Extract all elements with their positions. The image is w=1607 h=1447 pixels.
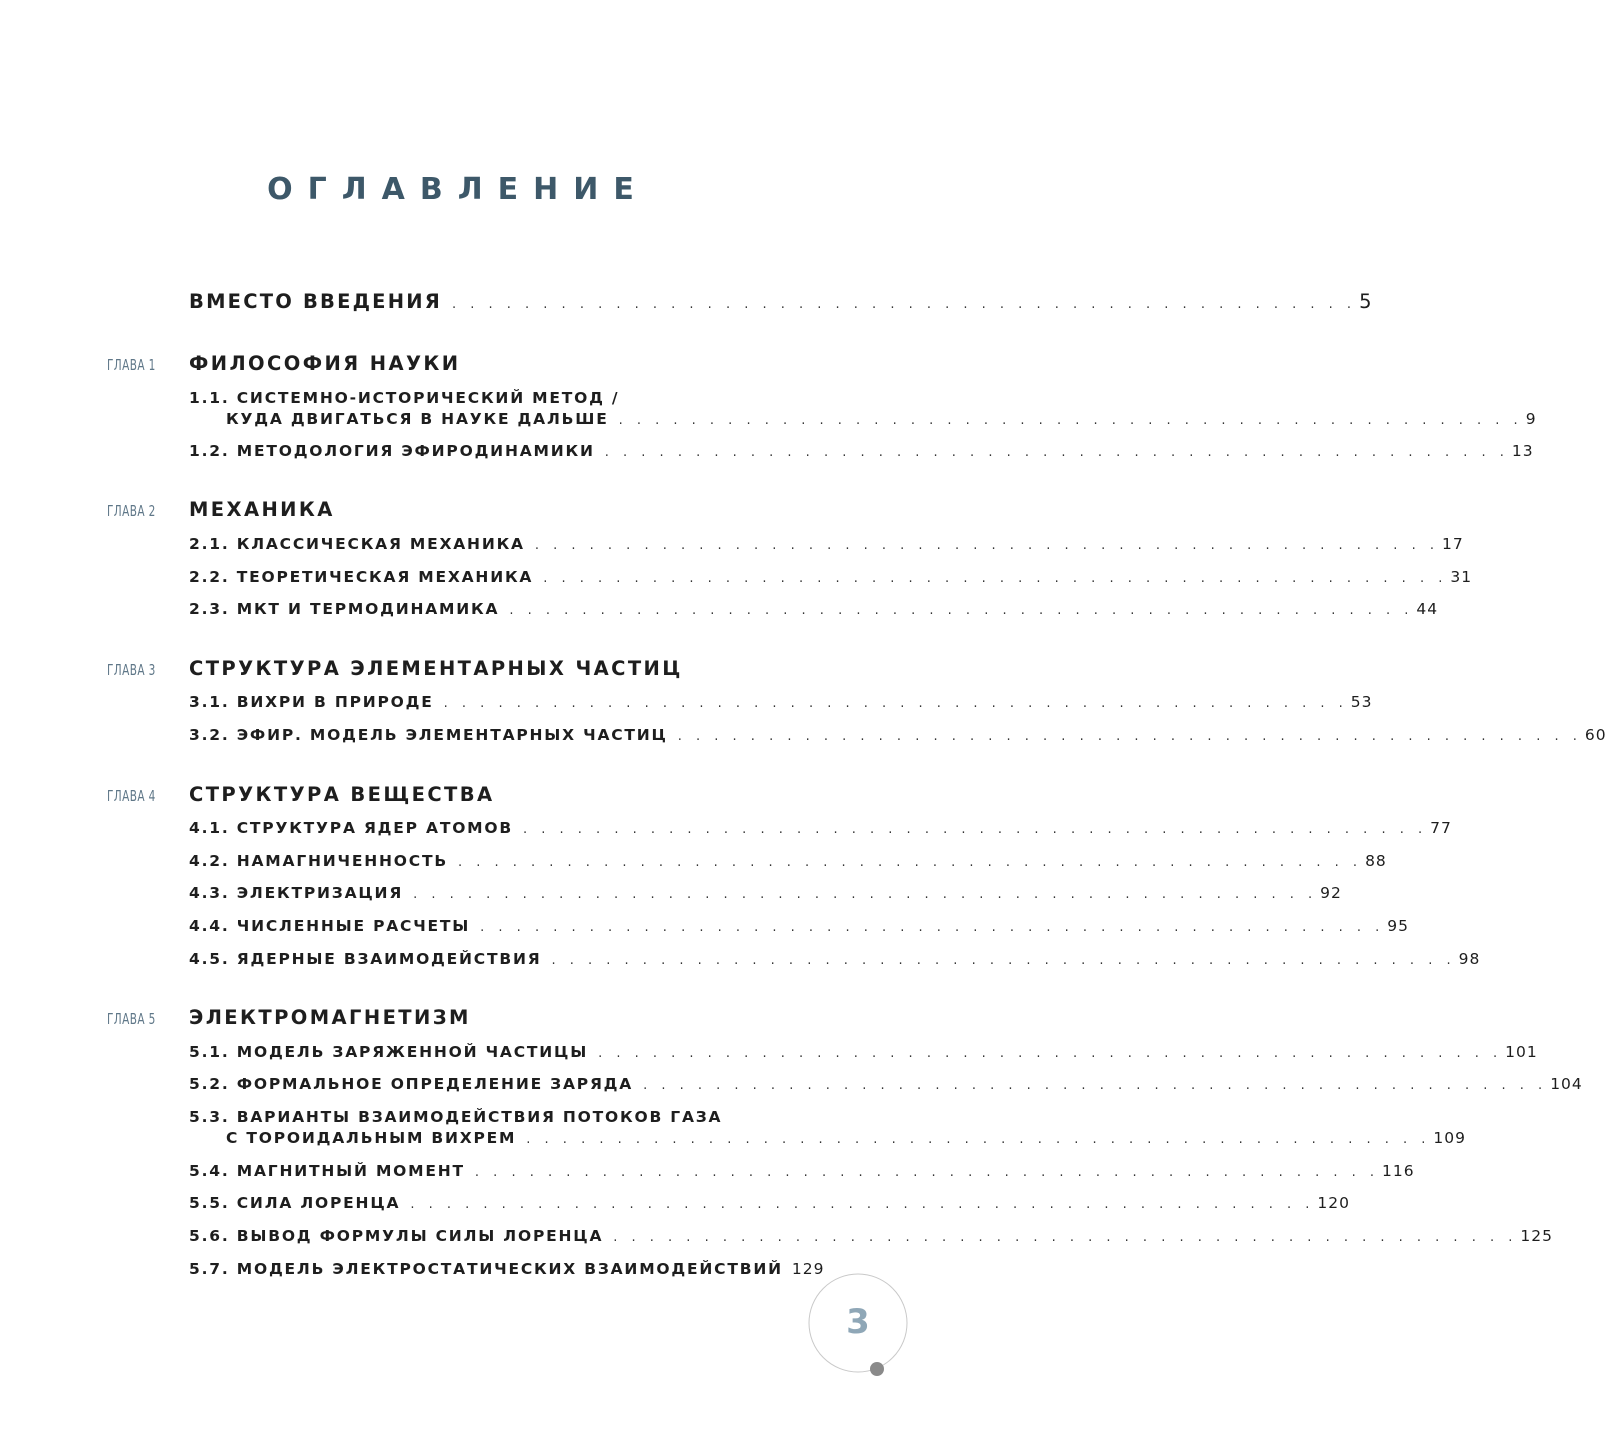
chapter-label: ГЛАВА 4 <box>107 787 156 805</box>
toc-entry-label: 5.6. ВЫВОД ФОРМУЛЫ СИЛЫ ЛОРЕНЦА <box>189 1227 604 1245</box>
chapter-heading-5[interactable] <box>107 1005 471 1032</box>
chapter-title: ЭЛЕКТРОМАГНЕТИЗМ <box>189 1006 471 1029</box>
chapter-label: ГЛАВА 1 <box>107 356 156 374</box>
toc-page-number: 98 <box>1458 950 1481 968</box>
toc-page-number: 88 <box>1365 852 1387 870</box>
toc-leader-dots: . . . . . . . . . . . . . . . . . . . . . . . . . . . . . . . . . . . . . . . . . . . . . . . . . . <box>643 1078 1548 1093</box>
toc-leader-dots: . . . . . . . . . . . . . . . . . . . . . . . . . . . . . . . . . . . . . . . . . . . . . . . . . . <box>526 1132 1431 1147</box>
chapter-heading-1[interactable] <box>107 351 461 378</box>
toc-leader-dots: . . . . . . . . . . . . . . . . . . . . . . . . . . . . . . . . . . . . . . . . . . . . . . . . . . <box>410 1197 1315 1212</box>
toc-leader-dots: . . . . . . . . . . . . . . . . . . . . . . . . . . . . . . . . . . . . . . . . . . . . . . . . . . <box>413 887 1318 902</box>
toc-entry-5-6[interactable] <box>189 1226 1553 1248</box>
chapter-title: СТРУКТУРА ВЕЩЕСТВА <box>189 783 495 806</box>
toc-entry-1-1[interactable] <box>226 409 1537 431</box>
toc-page-number: 120 <box>1317 1194 1351 1212</box>
toc-page-number: 9 <box>1525 410 1537 428</box>
toc-page-number: 129 <box>791 1260 825 1278</box>
chapter-heading-2[interactable] <box>107 497 335 524</box>
toc-entry-5-5[interactable] <box>189 1193 1351 1215</box>
toc-entry-5-2[interactable] <box>189 1074 1583 1096</box>
toc-page-number: 101 <box>1505 1043 1538 1061</box>
toc-entry-4-4[interactable] <box>189 916 1409 938</box>
toc-page-number: 77 <box>1430 819 1452 837</box>
toc-entry-label: 2.3. МКТ И ТЕРМОДИНАМИКА <box>189 600 500 618</box>
toc-page-number: 44 <box>1416 600 1439 618</box>
page-number: 3 <box>846 1302 870 1342</box>
toc-page-number: 13 <box>1511 442 1534 460</box>
toc-entry-label: 3.1. ВИХРИ В ПРИРОДЕ <box>189 693 434 711</box>
toc-leader-dots: . . . . . . . . . . . . . . . . . . . . . . . . . . . . . . . . . . . . . . . . . . . . . . . . . . <box>551 953 1456 968</box>
toc-leader-dots: . . . . . . . . . . . . . . . . . . . . . . . . . . . . . . . . . . . . . . . . . . . . . . . . . . <box>509 603 1414 618</box>
toc-entry-label: 4.5. ЯДЕРНЫЕ ВЗАИМОДЕЙСТВИЯ <box>189 950 542 968</box>
toc-entry-3-2[interactable] <box>189 725 1607 747</box>
toc-entry-label: 4.1. СТРУКТУРА ЯДЕР АТОМОВ <box>189 819 513 837</box>
toc-entry-label: 2.2. ТЕОРЕТИЧЕСКАЯ МЕХАНИКА <box>189 568 534 586</box>
toc-leader-dots: . . . . . . . . . . . . . . . . . . . . . . . . . . . . . . . . . . . . . . . . . . . . . . . . . . <box>543 571 1448 586</box>
toc-page-number: 5 <box>1359 290 1373 313</box>
toc-entry-line1[interactable]: 5.3. ВАРИАНТЫ ВЗАИМОДЕЙСТВИЯ ПОТОКОВ ГАЗА <box>189 1108 723 1126</box>
toc-entry-5-7[interactable] <box>189 1259 825 1279</box>
toc-leader-dots: . . . . . . . . . . . . . . . . . . . . . . . . . . . . . . . . . . . . . . . . . . . . . . . . . . <box>534 538 1439 553</box>
chapter-heading-3[interactable] <box>107 656 683 683</box>
toc-entry-label: 5.2. ФОРМАЛЬНОЕ ОПРЕДЕЛЕНИЕ ЗАРЯДА <box>189 1075 634 1093</box>
toc-leader-dots: . . . . . . . . . . . . . . . . . . . . . . . . . . . . . . . . . . . . . . . . . . . . . . . . . . <box>480 920 1385 935</box>
toc-leader-dots: . . . . . . . . . . . . . . . . . . . . . . . . . . . . . . . . . . . . . . . . . . . . . . . . . . <box>598 1046 1503 1061</box>
toc-entry-label: С ТОРОИДАЛЬНЫМ ВИХРЕМ <box>226 1129 517 1147</box>
toc-entry-4-5[interactable] <box>189 949 1481 971</box>
toc-page-number: 53 <box>1350 693 1373 711</box>
page-number-badge <box>808 1273 908 1373</box>
toc-leader-dots: . . . . . . . . . . . . . . . . . . . . . . . . . . . . . . . . . . . . . . . . . . . . . . . . . . <box>457 855 1363 870</box>
toc-leader-dots: . . . . . . . . . . . . . . . . . . . . . . . . . . . . . . . . . . . . . . . . . . . . . . . . . . <box>474 1165 1380 1180</box>
toc-entry-5-3[interactable] <box>226 1128 1466 1150</box>
toc-leader-dots: . . . . . . . . . . . . . . . . . . . . . . . . . . . . . . . . . . . . . . . . . . . . . . . . . . <box>443 696 1348 711</box>
toc-page-number: 95 <box>1387 917 1409 935</box>
toc-entry-label: 1.2. МЕТОДОЛОГИЯ ЭФИРОДИНАМИКИ <box>189 442 595 460</box>
toc-entry-2-1[interactable] <box>189 534 1464 556</box>
toc-entry-label: 5.5. СИЛА ЛОРЕНЦА <box>189 1194 401 1212</box>
toc-entry-4-2[interactable] <box>189 851 1387 873</box>
toc-entry-label: КУДА ДВИГАТЬСЯ В НАУКЕ ДАЛЬШЕ <box>226 410 609 428</box>
toc-entry-2-2[interactable] <box>189 567 1473 589</box>
toc-entry-label: 3.2. ЭФИР. МОДЕЛЬ ЭЛЕМЕНТАРНЫХ ЧАСТИЦ <box>189 726 668 744</box>
chapter-heading-4[interactable] <box>107 782 495 809</box>
toc-entry-label: 4.3. ЭЛЕКТРИЗАЦИЯ <box>189 884 404 902</box>
toc-leader-dots: . . . . . . . . . . . . . . . . . . . . . . . . . . . . . . . . . . . . . . . . . . . . . . . . . . <box>618 413 1523 428</box>
toc-page-number: 125 <box>1520 1227 1553 1245</box>
toc-page-number: 92 <box>1320 884 1342 902</box>
toc-entry-1-2[interactable] <box>189 441 1534 463</box>
chapter-title: СТРУКТУРА ЭЛЕМЕНТАРНЫХ ЧАСТИЦ <box>189 657 683 680</box>
chapter-title: МЕХАНИКА <box>189 498 335 521</box>
toc-leader-dots: . . . . . . . . . . . . . . . . . . . . . . . . . . . . . . . . . . . . . . . . . . . . . . . . . . <box>613 1230 1518 1245</box>
toc-entry-3-1[interactable] <box>189 692 1373 714</box>
toc-entry-5-4[interactable] <box>189 1161 1415 1183</box>
toc-entry-5-1[interactable] <box>189 1042 1538 1064</box>
chapter-label: ГЛАВА 3 <box>107 661 156 679</box>
page-title: ОГЛАВЛЕНИЕ <box>267 172 649 207</box>
toc-entry-label: 4.2. НАМАГНИЧЕННОСТЬ <box>189 852 448 870</box>
toc-entry-4-1[interactable] <box>189 818 1452 840</box>
toc-leader-dots: . . . . . . . . . . . . . . . . . . . . . . . . . . . . . . . . . . . . . . . . . . . . . . . . . . <box>677 729 1582 744</box>
toc-entry-2-3[interactable] <box>189 599 1439 621</box>
toc-page-number: 109 <box>1433 1129 1466 1147</box>
toc-leader-dots: . . . . . . . . . . . . . . . . . . . . . . . . . . . . . . . . . . . . . . . . . . . . . . . . . . <box>604 445 1509 460</box>
toc-entry-label: 2.1. КЛАССИЧЕСКАЯ МЕХАНИКА <box>189 535 525 553</box>
toc-page-number: 60 <box>1584 726 1607 744</box>
toc-entry-intro[interactable] <box>189 290 1373 315</box>
toc-entry-label: ВМЕСТО ВВЕДЕНИЯ <box>189 290 442 313</box>
toc-page-number: 116 <box>1382 1162 1415 1180</box>
toc-leader-dots: . . . . . . . . . . . . . . . . . . . . . . . . . . . . . . . . . . . . . . . . . . . . . . . . . . <box>523 822 1428 837</box>
chapter-label: ГЛАВА 2 <box>107 502 156 520</box>
chapter-title: ФИЛОСОФИЯ НАУКИ <box>189 352 461 375</box>
toc-page-number: 17 <box>1441 535 1464 553</box>
toc-entry-label: 4.4. ЧИСЛЕННЫЕ РАСЧЕТЫ <box>189 917 471 935</box>
chapter-label: ГЛАВА 5 <box>107 1010 156 1028</box>
toc-page-number: 31 <box>1450 568 1473 586</box>
toc-leader-dots: . . . . . . . . . . . . . . . . . . . . . . . . . . . . . . . . . . . . . . . . . . . . . . . . . . <box>451 297 1357 312</box>
toc-entry-4-3[interactable] <box>189 883 1342 905</box>
toc-entry-label: 5.1. МОДЕЛЬ ЗАРЯЖЕННОЙ ЧАСТИЦЫ <box>189 1043 589 1061</box>
toc-entry-label: 5.4. МАГНИТНЫЙ МОМЕНТ <box>189 1162 465 1180</box>
toc-entry-line1[interactable]: 1.1. СИСТЕМНО-ИСТОРИЧЕСКИЙ МЕТОД / <box>189 389 620 407</box>
toc-page-number: 104 <box>1550 1075 1583 1093</box>
toc-entry-label: 5.7. МОДЕЛЬ ЭЛЕКТРОСТАТИЧЕСКИХ ВЗАИМОДЕЙСТВИЙ <box>189 1260 783 1278</box>
